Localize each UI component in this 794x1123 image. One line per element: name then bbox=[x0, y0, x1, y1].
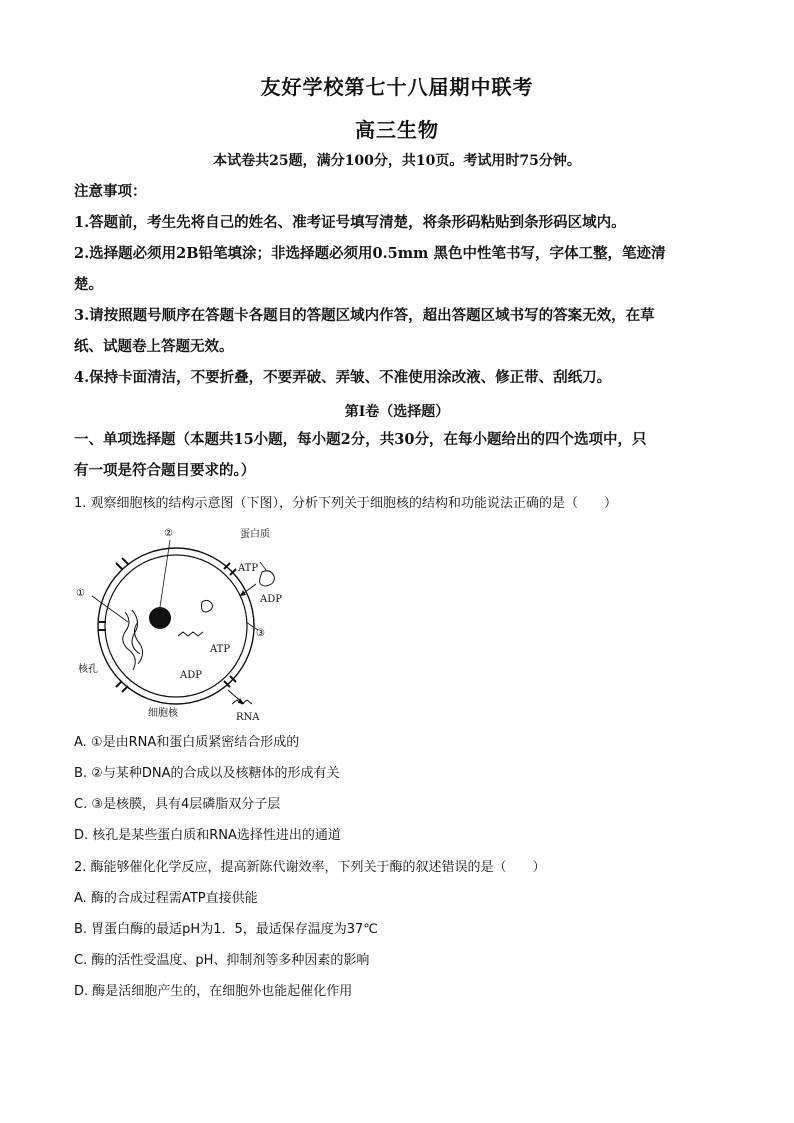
label-atp-top: ATP bbox=[238, 563, 259, 574]
label-num3: ③ bbox=[256, 628, 265, 639]
part-heading-line1: 一、单项选择题（本题共15小题，每小题2分，共30分，在每小题给出的四个选项中，只 bbox=[74, 431, 647, 448]
notice-item: 4.保持卡面清洁，不要折叠，不要弄破、弄皱、不准使用涂改液、修正带、刮纸刀。 bbox=[74, 369, 612, 386]
question-1-stem: 1. 观察细胞核的结构示意图（下图），分析下列关于细胞核的结构和功能说法正确的是（ ） bbox=[74, 496, 618, 511]
volume-title: 第Ⅰ卷（选择题） bbox=[344, 404, 450, 420]
notice-heading: 注意事项： bbox=[74, 183, 147, 200]
label-rna: RNA bbox=[236, 712, 260, 723]
label-num2: ② bbox=[164, 528, 173, 539]
chromatin bbox=[123, 610, 143, 670]
inner-membrane bbox=[105, 555, 247, 697]
q1-option-c: C. ③是核膜，具有4层磷脂双分子层 bbox=[74, 797, 281, 812]
subject-title: 高三生物 bbox=[355, 118, 439, 142]
protein-blob bbox=[202, 600, 213, 612]
label-nucleus: 细胞核 bbox=[148, 708, 178, 719]
label-num1: ① bbox=[76, 588, 85, 599]
notice-item: 2.选择题必须用2B铅笔填涂；非选择题必须用0.5mm 黑色中性笔书写，字体工整，笔迹清 bbox=[74, 245, 666, 262]
school-title: 友好学校第七十八届期中联考 bbox=[260, 75, 534, 99]
part-heading-line2: 有一项是符合题目要求的。） bbox=[74, 462, 256, 479]
label-protein: 蛋白质 bbox=[240, 529, 270, 540]
notice-item: 纸、试题卷上答题无效。 bbox=[74, 338, 234, 355]
label-pore: 核孔 bbox=[78, 664, 98, 675]
label-adp-top: ADP bbox=[260, 594, 282, 605]
label-atp-mid: ATP bbox=[210, 644, 231, 655]
exam-info: 本试卷共25题，满分100分，共10页。考试用时75分钟。 bbox=[213, 153, 581, 169]
q2-option-d: D. 酶是活细胞产生的，在细胞外也能起催化作用 bbox=[74, 984, 353, 999]
rna-chain bbox=[178, 632, 203, 636]
q2-option-b: B. 胃蛋白酶的最适pH为1．5，最适保存温度为37℃ bbox=[74, 922, 378, 937]
notice-item: 楚。 bbox=[74, 276, 103, 293]
nucleus-diagram bbox=[70, 522, 300, 727]
nucleolus bbox=[149, 607, 171, 629]
q1-option-b: B. ②与某种DNA的合成以及核糖体的形成有关 bbox=[74, 766, 340, 781]
question-2-stem: 2. 酶能够催化化学反应，提高新陈代谢效率，下列关于酶的叙述错误的是（ ） bbox=[74, 860, 546, 875]
q2-option-c: C. 酶的活性受温度、pH、抑制剂等多种因素的影响 bbox=[74, 953, 370, 968]
q2-option-a: A. 酶的合成过程需ATP直接供能 bbox=[74, 891, 258, 906]
q1-option-d: D. 核孔是某些蛋白质和RNA选择性进出的通道 bbox=[74, 828, 341, 843]
pore-mark bbox=[116, 558, 128, 569]
label-adp-mid: ADP bbox=[180, 670, 202, 681]
q1-option-a: A. ①是由RNA和蛋白质紧密结合形成的 bbox=[74, 735, 300, 750]
notice-item: 1.答题前，考生先将自己的姓名、准考证号填写清楚，将条形码粘贴到条形码区域内。 bbox=[74, 214, 626, 231]
notice-item: 3.请按照题号顺序在答题卡各题目的答题区域内作答，超出答题区域书写的答案无效，在草 bbox=[74, 307, 655, 324]
protein-blob bbox=[260, 571, 275, 586]
pointer-line bbox=[260, 562, 266, 570]
